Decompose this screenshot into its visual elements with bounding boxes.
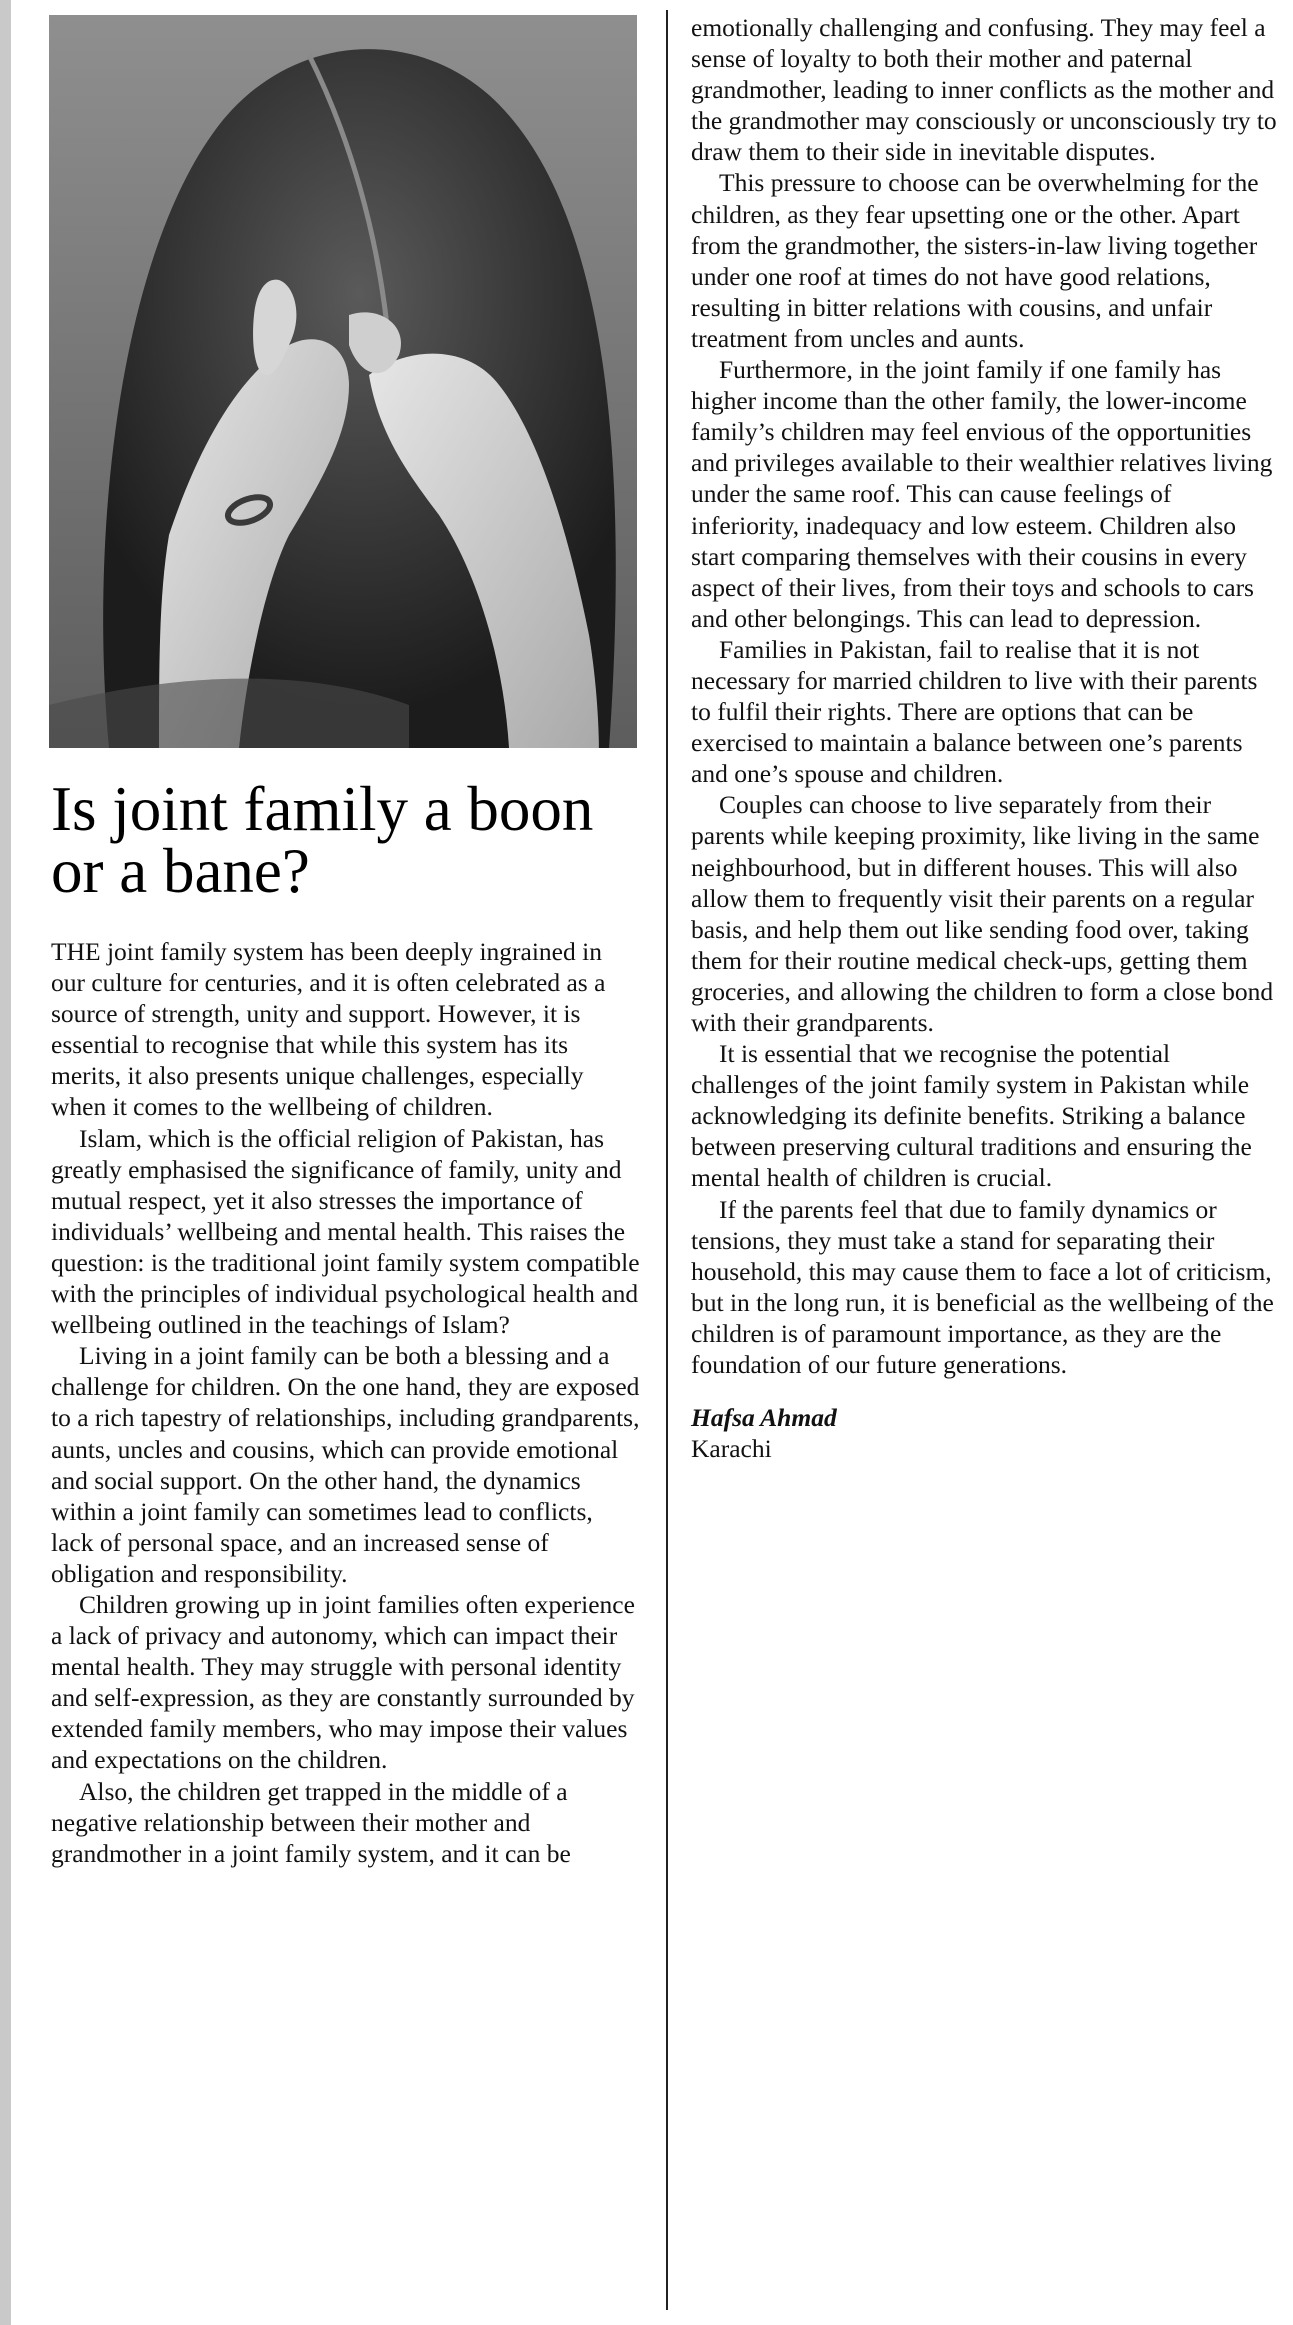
- paragraph: Couples can choose to live separately from their parents while keeping proximity, like living in the same neighbourhood, but in different houses. This will also allow them to frequently visit their parents on a regular basis, and help them out like sending food over, taking them for their routine medical check-ups, getting them groceries, and allowing the children to form a close bond with their grandparents.: [691, 790, 1274, 1037]
- column-left: [51, 936, 641, 1869]
- paragraph: Families in Pakistan, fail to realise that it is not necessary for married children to live with their parents to fulfil their rights. There are options that can be exercised to maintain a balance between one’s parents and one’s spouse and children.: [691, 634, 1258, 789]
- headline: Is joint family a boon or a bane?: [51, 774, 594, 906]
- paragraph: If the parents feel that due to family dynamics or tensions, they must take a stand for separating their household, this may cause them to face a lot of criticism, but in the long run, it is beneficial as the wellbeing of the children is of paramount importance, as they are the foundation of our future generations.: [691, 1194, 1274, 1380]
- paragraph: THE joint family system has been deeply ingrained in our culture for centuries, and it is often celebrated as a source of strength, unity and support. However, it is essential to recognise that while this system has its merits, it also presents unique challenges, especially when it comes to the wellbeing of children.: [51, 937, 606, 1122]
- article-photo: [49, 15, 637, 748]
- paragraph: Children growing up in joint families often experience a lack of privacy and autonomy, which can impact their mental health. They may struggle with personal identity and self-expression, as they are constantly surrounded by extended family members, who may impose their values and expectations on the children.: [51, 1589, 635, 1775]
- signoff: [691, 1402, 1283, 1464]
- paragraph: emotionally challenging and confusing. They may feel a sense of loyalty to both their mother and paternal grandmother, leading to inner conflicts as the mother and the grandmother may consciously or unconsciously try to draw them to their side in inevitable disputes.: [691, 13, 1277, 167]
- distressed-woman-photo-icon: [49, 15, 637, 748]
- paragraph: This pressure to choose can be overwhelming for the children, as they fear upsetting one or the other. Apart from the grandmother, the sisters-in-law living together under one roof at times do not have good relations, resulting in bitter relations with cousins, and unfair treatment from uncles and aunts.: [691, 168, 1259, 353]
- page-edge-bar: [0, 0, 11, 2325]
- paragraph: It is essential that we recognise the potential challenges of the joint family system in Pakistan while acknowledging its definite benefits. Striking a balance between preserving cultural traditions and ensuring the mental health of children is crucial.: [691, 1039, 1252, 1193]
- paragraph: Living in a joint family can be both a blessing and a challenge for children. On the one hand, they are exposed to a rich tapestry of relationships, including grandparents, aunts, uncles and cousins, which can provide emotional and social support. On the other hand, the dynamics within a joint family can sometimes lead to conflicts, lack of personal space, and an increased sense of obligation and responsibility.: [51, 1341, 640, 1588]
- column-divider: [666, 10, 668, 2310]
- author-city: Karachi: [691, 1434, 772, 1464]
- column-right: [691, 12, 1283, 1464]
- paragraph: Islam, which is the official religion of Pakistan, has greatly emphasised the significance of family, unity and mutual respect, yet it also stresses the importance of individuals’ wellbeing and mental health. This raises the question: is the traditional joint family system compatible with the principles of individual psychological health and wellbeing outlined in the teachings of Islam?: [51, 1123, 640, 1340]
- paragraph: Furthermore, in the joint family if one family has higher income than the other family, the lower-income family’s children may feel envious of the opportunities and privileges available to their wealthier relatives living under the same roof. This can cause feelings of inferiority, inadequacy and low esteem. Children also start comparing themselves with their cousins in every aspect of their lives, from their toys and schools to cars and other belongings. This can lead to depression.: [691, 355, 1273, 633]
- author-name: Hafsa Ahmad: [691, 1403, 837, 1433]
- paragraph: Also, the children get trapped in the middle of a negative relationship between their mother and grandmother in a joint family system, and it can be: [51, 1776, 571, 1868]
